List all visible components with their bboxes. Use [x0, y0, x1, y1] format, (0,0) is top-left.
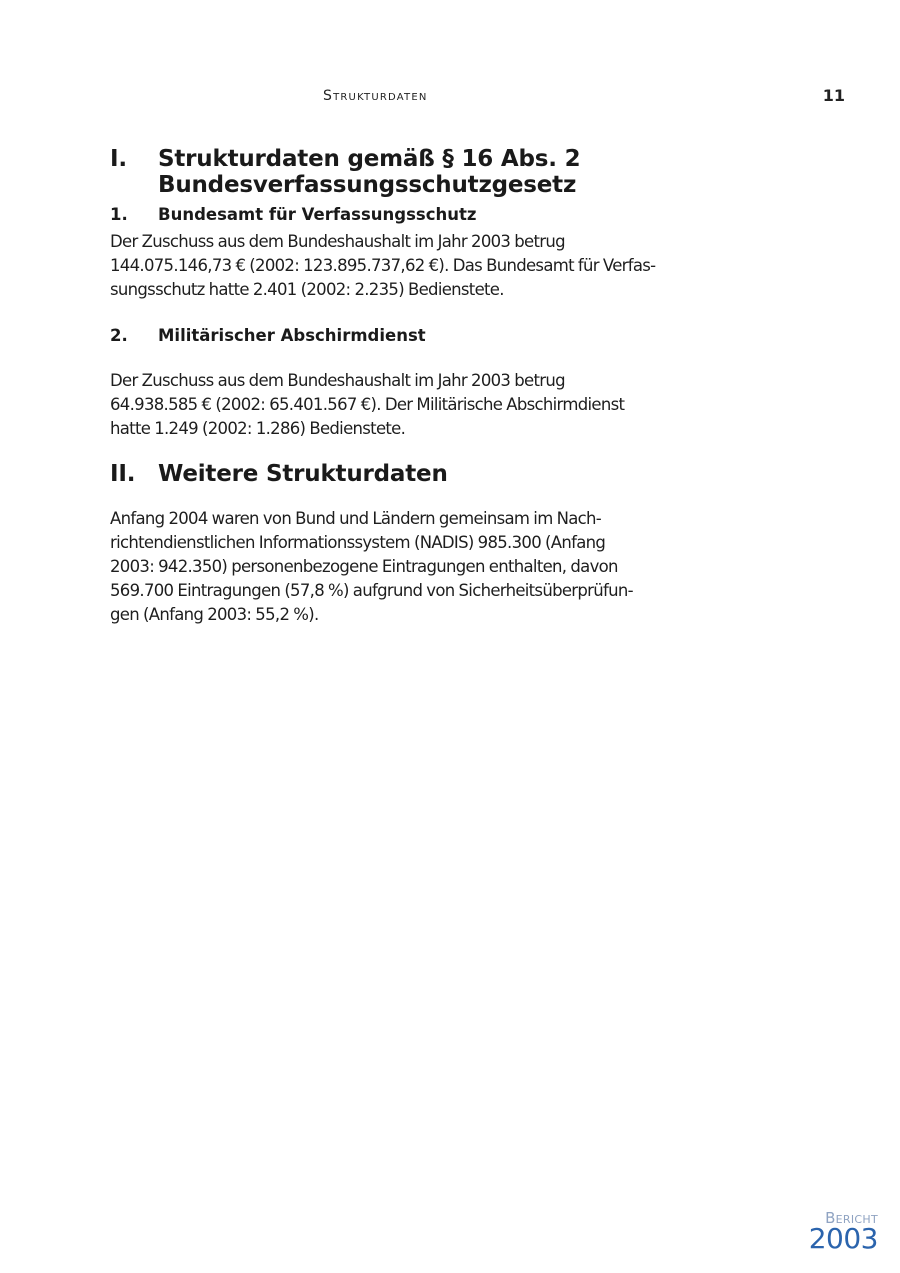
- subsection-title: Bundesamt für Verfassungsschutz: [158, 205, 477, 224]
- paragraph-line: richtendienstlichen Informationssystem (NADIS) 985.300 (Anfang: [110, 533, 606, 552]
- page-number: 11: [822, 86, 845, 105]
- paragraph-line: 569.700 Eintragungen (57,8 %) aufgrund von Sicherheitsüberprüfun-: [110, 581, 633, 600]
- page-content: [110, 146, 690, 627]
- section-heading-1: [110, 146, 690, 198]
- section-number: I.: [110, 146, 127, 172]
- paragraph-line: sungsschutz hatte 2.401 (2002: 2.235) Bedienstete.: [110, 280, 504, 299]
- section-title-line: Strukturdaten gemäß § 16 Abs. 2: [158, 146, 581, 172]
- paragraph-line: 144.075.146,73 € (2002: 123.895.737,62 €). Das Bundesamt für Verfas-: [110, 256, 656, 275]
- running-head-title: Strukturdaten: [323, 88, 428, 104]
- paragraph-line: Der Zuschuss aus dem Bundeshaushalt im Jahr 2003 betrug: [110, 232, 565, 251]
- subsection-title: Militärischer Abschirmdienst: [158, 326, 426, 345]
- subsection-number: 2.: [110, 326, 128, 345]
- section-title: [158, 146, 690, 198]
- paragraph-line: Anfang 2004 waren von Bund und Ländern gemeinsam im Nach-: [110, 509, 602, 528]
- paragraph-nadis: [110, 507, 690, 627]
- section-title-line: Bundesverfassungsschutzgesetz: [158, 172, 577, 198]
- subsection-heading-1: [110, 204, 690, 226]
- section-heading-2: [110, 461, 690, 487]
- paragraph-line: 2003: 942.350) personenbezogene Eintragungen enthalten, davon: [110, 557, 618, 576]
- paragraph-line: 64.938.585 € (2002: 65.401.567 €). Der Militärische Abschirmdienst: [110, 395, 625, 414]
- subsection-number: 1.: [110, 205, 128, 224]
- logo-word: Bericht: [825, 1209, 878, 1227]
- paragraph-line: gen (Anfang 2003: 55,2 %).: [110, 605, 319, 624]
- subsection-heading-2: [110, 325, 690, 347]
- section-title: Weitere Strukturdaten: [158, 461, 448, 487]
- section-number: II.: [110, 461, 136, 487]
- logo-year: 2003: [808, 1222, 878, 1255]
- paragraph-mad: [110, 369, 690, 441]
- paragraph-line: hatte 1.249 (2002: 1.286) Bedienstete.: [110, 419, 406, 438]
- paragraph-line: Der Zuschuss aus dem Bundeshaushalt im Jahr 2003 betrug: [110, 371, 565, 390]
- bericht-2003-logo: [809, 1211, 878, 1253]
- paragraph-bfv: [110, 230, 690, 302]
